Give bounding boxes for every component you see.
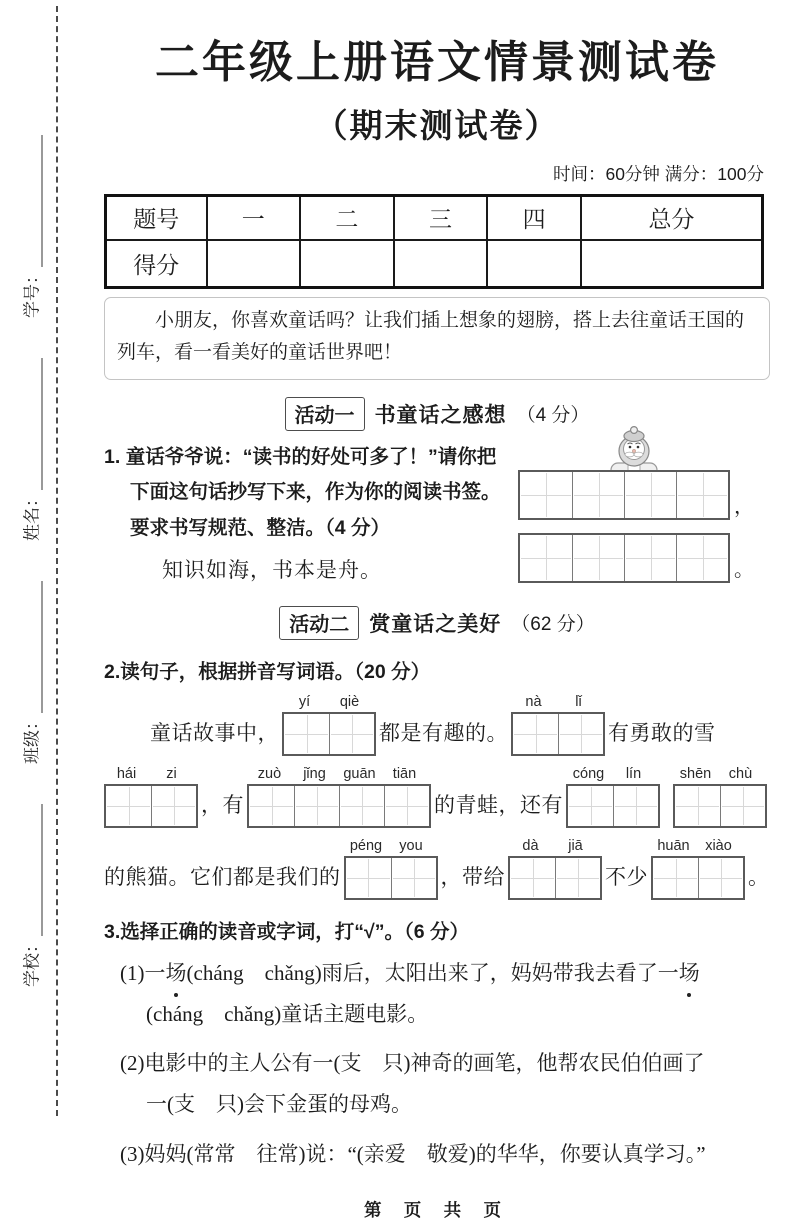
q2-text-segment: 的熊猫。它们都是我们的 bbox=[104, 864, 341, 889]
pinyin-label: hái zi bbox=[116, 765, 177, 782]
writing-grid[interactable] bbox=[673, 784, 767, 828]
sidebar-field-student-number bbox=[18, 135, 43, 318]
score-table-header-cell: 三 bbox=[394, 196, 488, 240]
question-1-text bbox=[104, 440, 518, 596]
class-label: 班级： bbox=[22, 713, 42, 764]
score-table-score-row bbox=[106, 240, 763, 288]
score-table-header-cell: 总分 bbox=[581, 196, 763, 240]
q2-line-2 bbox=[104, 766, 770, 828]
pinyin-writing-group-zuojingguantian[interactable] bbox=[247, 766, 431, 828]
row2-period: 。 bbox=[734, 558, 754, 581]
emphasized-char: 场 bbox=[166, 953, 187, 994]
school-label: 学校： bbox=[22, 936, 42, 987]
activity2-score: （62 分） bbox=[511, 614, 595, 636]
q2-text-segment: 有勇敢的雪 bbox=[608, 720, 716, 745]
writing-cell[interactable] bbox=[613, 786, 658, 826]
writing-cell[interactable] bbox=[624, 535, 676, 581]
score-table bbox=[104, 194, 764, 289]
activity1-score: （4 分） bbox=[516, 405, 590, 427]
writing-grid[interactable] bbox=[282, 712, 376, 756]
activity2-heading bbox=[104, 606, 770, 640]
pinyin-label: shēn chù bbox=[679, 765, 753, 782]
score-table-header-cell: 题号 bbox=[106, 196, 207, 240]
q1-number: 1. bbox=[104, 445, 121, 468]
name-label: 姓名： bbox=[22, 490, 42, 541]
writing-grid[interactable] bbox=[508, 856, 602, 900]
score-table-header-row bbox=[106, 196, 763, 240]
pinyin-label: péng you bbox=[349, 837, 423, 854]
q3-item-3: (3)妈妈(常常 往常)说：“(亲爱 敬爱)的华华，你要认真学习。” bbox=[120, 1142, 706, 1167]
q1-quote-sentence: 知识如海，书本是舟。 bbox=[162, 558, 382, 583]
activity2-badge: 活动二 bbox=[279, 606, 359, 640]
student-number-label: 学号： bbox=[22, 267, 42, 318]
writing-grid-row-1 bbox=[518, 470, 770, 520]
activity1-title: 书童话之感想 bbox=[374, 403, 507, 427]
writing-cell[interactable] bbox=[568, 786, 613, 826]
writing-cell[interactable] bbox=[520, 472, 572, 518]
score-input-cell[interactable] bbox=[300, 240, 394, 288]
sidebar-field-name bbox=[18, 358, 43, 541]
q2-line-3 bbox=[104, 838, 770, 900]
writing-cell[interactable] bbox=[520, 535, 572, 581]
student-info-sidebar bbox=[18, 91, 43, 1031]
q2-text-segment: ，带给 bbox=[440, 864, 505, 889]
writing-cell[interactable] bbox=[698, 858, 743, 898]
writing-cell[interactable] bbox=[676, 472, 728, 518]
writing-cell[interactable] bbox=[391, 858, 436, 898]
class-blank-line[interactable] bbox=[23, 581, 43, 713]
writing-grid[interactable] bbox=[518, 470, 730, 520]
pinyin-writing-group-huanxiao[interactable] bbox=[651, 838, 745, 900]
school-blank-line[interactable] bbox=[23, 804, 43, 936]
emphasized-char: 场 bbox=[679, 953, 700, 994]
writing-cell[interactable] bbox=[329, 714, 374, 754]
pinyin-label: nà lǐ bbox=[525, 693, 582, 710]
row1-comma: ， bbox=[734, 495, 754, 518]
writing-grid-row-2 bbox=[518, 533, 770, 583]
pinyin-label: yí qiè bbox=[298, 693, 360, 710]
q2-text-segment: 的青蛙，还有 bbox=[434, 792, 563, 817]
q2-line-1 bbox=[150, 694, 770, 756]
score-table-header-cell: 二 bbox=[300, 196, 394, 240]
page-title: 二年级上册语文情景测试卷 bbox=[155, 38, 719, 87]
writing-cell[interactable] bbox=[339, 786, 384, 826]
pinyin-label: zuò jǐng guān tiān bbox=[257, 765, 417, 782]
q2-text-segment: ，有 bbox=[201, 792, 244, 817]
paper-content bbox=[104, 0, 770, 1222]
writing-cell[interactable] bbox=[653, 858, 698, 898]
name-blank-line[interactable] bbox=[23, 358, 43, 490]
pinyin-writing-group-pengyou[interactable] bbox=[344, 838, 438, 900]
writing-cell[interactable] bbox=[558, 714, 603, 754]
question-1-writing-area bbox=[518, 440, 770, 596]
pinyin-writing-group-dajia[interactable] bbox=[508, 838, 602, 900]
writing-grid[interactable] bbox=[518, 533, 730, 583]
writing-cell[interactable] bbox=[720, 786, 765, 826]
activity2-title: 赏童话之美好 bbox=[369, 612, 502, 636]
activity1-badge: 活动一 bbox=[285, 397, 365, 431]
score-table-header-cell: 四 bbox=[487, 196, 581, 240]
pinyin-writing-group-shenchu[interactable] bbox=[673, 766, 767, 828]
q3-item-2-label: (2) bbox=[120, 1051, 145, 1076]
score-input-cell[interactable] bbox=[581, 240, 763, 288]
page-footer: 第 页 共 页 bbox=[363, 1200, 511, 1221]
writing-cell[interactable] bbox=[555, 858, 600, 898]
writing-grid[interactable] bbox=[511, 712, 605, 756]
activity1-heading bbox=[104, 397, 770, 431]
sidebar-field-school bbox=[18, 804, 43, 987]
score-input-cell[interactable] bbox=[394, 240, 488, 288]
writing-cell[interactable] bbox=[384, 786, 429, 826]
writing-grid[interactable] bbox=[104, 784, 198, 828]
exam-meta: 时间：60分钟 满分：100分 bbox=[552, 164, 764, 184]
writing-cell[interactable] bbox=[346, 858, 391, 898]
score-input-cell[interactable] bbox=[487, 240, 581, 288]
q3-item-3-label: (3) bbox=[120, 1142, 145, 1167]
question-1 bbox=[104, 440, 770, 596]
q1-stem: 1. 童话爷爷说：“读书的好处可多了！”请你把下面这句话抄写下来，作为你的阅读书签。要求书写规范、整洁。（4 分） bbox=[104, 445, 501, 539]
page-subtitle: （期末测试卷） bbox=[314, 107, 560, 144]
writing-cell[interactable] bbox=[294, 786, 339, 826]
writing-cell[interactable] bbox=[284, 714, 329, 754]
writing-cell[interactable] bbox=[106, 786, 151, 826]
writing-cell[interactable] bbox=[572, 472, 624, 518]
writing-cell[interactable] bbox=[676, 535, 728, 581]
writing-cell[interactable] bbox=[249, 786, 294, 826]
fold-dashed-line bbox=[56, 6, 58, 1116]
writing-cell[interactable] bbox=[675, 786, 720, 826]
sidebar-field-class bbox=[18, 581, 43, 764]
writing-grid[interactable] bbox=[651, 856, 745, 900]
q3-item-1: (1)一场(cháng chǎng)雨后，太阳出来了，妈妈带我去看了一场 (cháng chǎng)童话主题电影。 bbox=[104, 953, 770, 1035]
writing-cell[interactable] bbox=[151, 786, 196, 826]
q3-stem: 3.选择正确的读音或字词，打“√”。（6 分） bbox=[104, 920, 469, 943]
q2-text-segment: 童话故事中， bbox=[150, 720, 279, 745]
writing-grid[interactable] bbox=[566, 784, 660, 828]
q2-text-segment: 都是有趣的。 bbox=[379, 720, 508, 745]
student-number-blank-line[interactable] bbox=[23, 135, 43, 267]
q2-stem: 2.读句子，根据拼音写词语。（20 分） bbox=[104, 660, 431, 683]
pinyin-label: huān xiào bbox=[657, 837, 732, 854]
score-input-cell[interactable] bbox=[207, 240, 301, 288]
q2-text-segment: 不少 bbox=[605, 864, 648, 889]
q3-item-2: (2)电影中的主人公有一(支 只)神奇的画笔，他帮农民伯伯画了 一(支 只)会下金蛋的母鸡。 bbox=[120, 1051, 705, 1117]
q3-item-1-label: (1) bbox=[120, 960, 145, 985]
intro-text: 小朋友，你喜欢童话吗？让我们插上想象的翅膀，搭上去往童话王国的列车，看一看美好的童话世界吧！ bbox=[117, 310, 745, 364]
pinyin-writing-group-haizi[interactable] bbox=[104, 766, 198, 828]
writing-cell[interactable] bbox=[513, 714, 558, 754]
writing-cell[interactable] bbox=[624, 472, 676, 518]
pinyin-writing-group-conglin[interactable] bbox=[566, 766, 660, 828]
intro-box bbox=[104, 297, 770, 380]
score-table-header-cell: 一 bbox=[207, 196, 301, 240]
writing-grid[interactable] bbox=[344, 856, 438, 900]
score-row-label: 得分 bbox=[106, 240, 207, 288]
writing-cell[interactable] bbox=[572, 535, 624, 581]
writing-grid[interactable] bbox=[247, 784, 431, 828]
pinyin-label: dà jiā bbox=[522, 837, 583, 854]
pinyin-label: cóng lín bbox=[572, 765, 642, 782]
writing-cell[interactable] bbox=[510, 858, 555, 898]
pinyin-writing-group-yiqie[interactable] bbox=[282, 694, 376, 756]
q2-text-segment: 。 bbox=[748, 864, 770, 889]
pinyin-writing-group-nali[interactable] bbox=[511, 694, 605, 756]
